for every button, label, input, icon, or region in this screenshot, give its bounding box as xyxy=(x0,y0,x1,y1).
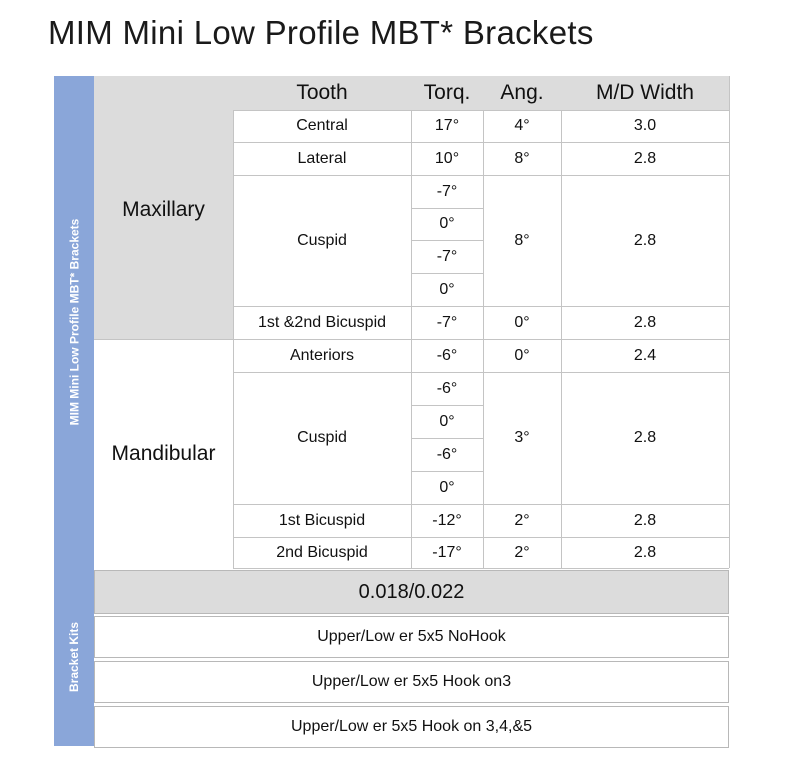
max-central-tooth: Central xyxy=(296,117,348,134)
max-cuspid-torque-1: -7° xyxy=(436,182,458,200)
header-width: M/D Width xyxy=(595,81,694,104)
man-second-bicuspid-width: 2.8 xyxy=(633,543,657,561)
max-bicuspid-width: 2.8 xyxy=(633,313,657,331)
man-first-bicuspid-torque: -12° xyxy=(432,511,462,529)
max-lateral-angulation: 8° xyxy=(514,149,530,167)
max-bicuspid-tooth: 1st &2nd Bicuspid xyxy=(257,313,387,331)
kits-sidebar xyxy=(54,568,94,746)
kit-item-3: Upper/Low er 5x5 Hook on 3,4,&5 xyxy=(94,706,729,748)
man-anteriors-width: 2.4 xyxy=(633,346,657,364)
max-bicuspid-angulation: 0° xyxy=(514,313,530,331)
man-cuspid-torque-2: 0° xyxy=(439,412,455,430)
mandibular-label: Mandibular xyxy=(111,441,216,465)
man-anteriors-angulation: 0° xyxy=(514,346,530,364)
max-lateral-torque: 10° xyxy=(434,149,460,167)
man-cuspid-tooth: Cuspid xyxy=(297,429,347,446)
man-cuspid-torque-4: 0° xyxy=(439,478,455,496)
max-bicuspid-torque: -7° xyxy=(436,313,458,331)
header-angulation: Ang. xyxy=(500,81,544,104)
max-cuspid-tooth: Cuspid xyxy=(297,231,347,249)
header-tooth: Tooth xyxy=(296,81,348,104)
max-cuspid-torque-2: 0° xyxy=(439,215,455,232)
man-cuspid-torque-3: -6° xyxy=(436,445,458,463)
page-title: MIM Mini Low Profile MBT* Brackets xyxy=(48,14,594,51)
kits-slot-header: 0.018/0.022 xyxy=(94,570,729,614)
kits-sidebar-label: Bracket Kits xyxy=(67,621,81,693)
max-central-width: 3.0 xyxy=(633,117,657,134)
max-cuspid-angulation: 8° xyxy=(514,231,530,249)
max-central-torque: 17° xyxy=(434,117,460,134)
man-second-bicuspid-tooth: 2nd Bicuspid xyxy=(276,543,368,561)
max-central-angulation: 4° xyxy=(514,117,530,134)
max-cuspid-width: 2.8 xyxy=(633,231,657,249)
man-cuspid-width: 2.8 xyxy=(633,429,657,446)
max-lateral-width: 2.8 xyxy=(633,149,657,167)
man-anteriors-torque: -6° xyxy=(436,346,458,364)
man-cuspid-torque-1: -6° xyxy=(436,379,458,397)
header-torque: Torq. xyxy=(423,81,471,104)
table-sidebar-label: MIM Mini Low Profile MBT* Brackets xyxy=(67,218,82,426)
man-first-bicuspid-tooth: 1st Bicuspid xyxy=(278,511,366,529)
max-cuspid-torque-3: -7° xyxy=(436,247,458,265)
table-sidebar xyxy=(54,76,94,568)
man-cuspid-angulation: 3° xyxy=(514,429,530,446)
man-second-bicuspid-angulation: 2° xyxy=(514,543,530,561)
maxillary-label: Maxillary xyxy=(122,198,205,221)
man-first-bicuspid-angulation: 2° xyxy=(514,511,530,529)
man-first-bicuspid-width: 2.8 xyxy=(633,511,657,529)
kit-item-2: Upper/Low er 5x5 Hook on3 xyxy=(94,661,729,703)
max-cuspid-torque-4: 0° xyxy=(439,280,455,298)
kit-item-1: Upper/Low er 5x5 NoHook xyxy=(94,616,729,658)
man-anteriors-tooth: Anteriors xyxy=(289,346,355,364)
max-lateral-tooth: Lateral xyxy=(297,149,347,167)
man-second-bicuspid-torque: -17° xyxy=(432,543,462,561)
